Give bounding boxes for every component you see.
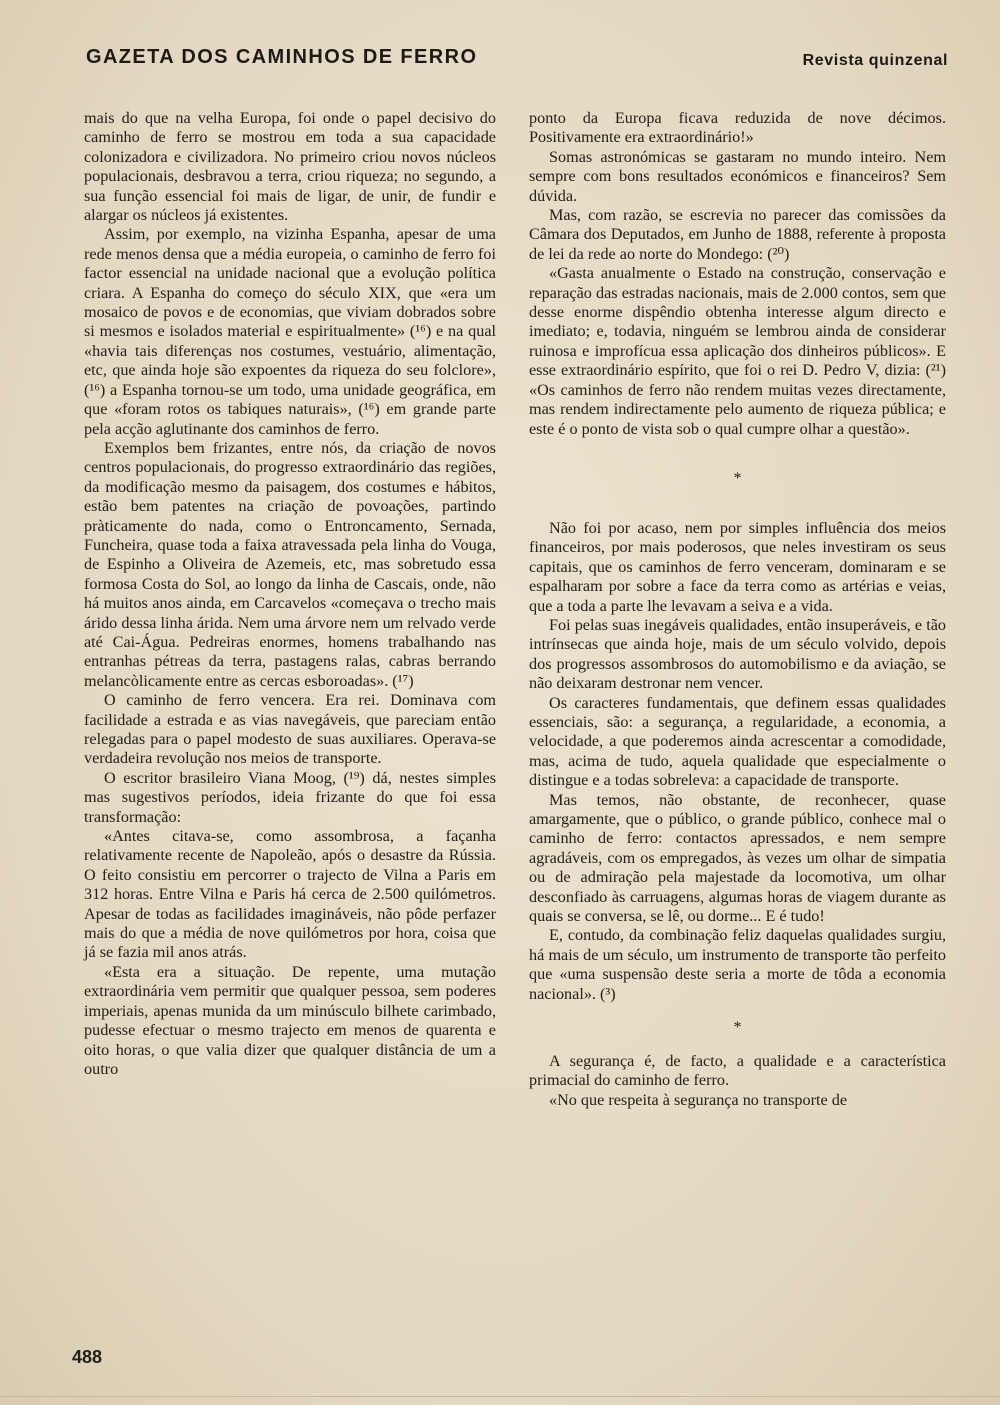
journal-subtitle: Revista quinzenal xyxy=(802,52,948,69)
paragraph: ponto da Europa ficava reduzida de nove décimos. Positivamente era extraordinário!» xyxy=(529,109,946,147)
paragraph: Assim, por exemplo, na vizinha Espanha, apesar de uma rede menos densa que a média europeia, o caminho de ferro foi factor essencial na unidade nacional que a evolução política criara. A Espanha do começo do século XIX, que «era um mosaico de povos e de economias, que viviam dobrados sobre si mesmos e isolados material e espiritualmente» (¹⁶) e na qual «havia tais diferenças nos costumes, vestuário, alimentação, etc, que ainda hoje são expoentes da riqueza do seu folclore», (¹⁶) a Espanha tornou-se um todo, uma unidade geográfica, em que «foram rotos os tabiques naturais», (¹⁶) em grande parte pela acção aglutinante dos caminhos de ferro. xyxy=(84,225,496,438)
paragraph: mais do que na velha Europa, foi onde o papel decisivo do caminho de ferro se mostrou em toda a sua capacidade colonizadora e civilizadora. No primeiro criou novos núcleos populacionais, desbravou a terra, criou riqueza; no segundo, a sua função essencial foi mais de ligar, de unir, de fundir e alargar os núcleos já existentes. xyxy=(84,109,496,225)
paragraph: O escritor brasileiro Viana Moog, (¹⁹) dá, nestes simples mas sugestivos períodos, ideia frizante do que foi essa transformação: xyxy=(84,768,496,826)
quote-paragraph: «Antes citava-se, como assombrosa, a façanha relativamente recente de Napoleão, após o desastre da Rússia. O feito consistiu em percorrer o trajecto de Vilna a Paris em 312 horas. Entre Vilna e Paris há cerca de 2.500 quilómetros. Apesar de todas as facilidades imagináveis, não pôde perfazer mais do que a média de nove quilómetros por hora, coisa que já se fazia mil anos atrás. xyxy=(84,827,496,962)
paragraph: E, contudo, da combinação feliz daquelas qualidades surgiu, há mais de um século, um instrumento de transporte tão perfeito que «uma suspensão deste seria a morte de tôda a economia nacional». (³) xyxy=(529,926,946,1003)
quote-paragraph: «No que respeita à segurança no transporte de xyxy=(549,1090,847,1109)
bottom-rule xyxy=(0,1396,1000,1397)
paragraph: Exemplos bem frizantes, entre nós, da criação de novos centros populacionais, do progresso extraordinário das regiões, da modificação mesmo da paisagem, dos costumes e hábitos, estão bem patentes na criação de povoações, partindo pràticamente do nada, como o Entroncamento, Sernada, Funcheira, quase toda a faixa atravessada pela linha do Vouga, de Espinho a Oliveira de Azemeis, etc, mas sobretudo essa formosa Costa do Sol, ao longo da linha de Cascais, onde, não há muitos anos ainda, em Carcavelos «começava o trecho mais árido dessa linha árida. Nem uma árvore nem um relvado verde até Cai-Água. Pedreiras enormes, homens trabalhando nas entranhas pétreas da terra, pastagens ralas, cabras berrando melancòlicamente entre as cercas esboroadas». (¹⁷) xyxy=(84,438,496,690)
left-column xyxy=(84,109,496,1079)
page-number: 488 xyxy=(72,1347,103,1367)
paragraph: O caminho de ferro vencera. Era rei. Dominava com facilidade a estrada e as vias navegáveis, que pareciam então relegadas para o papel modesto de suas auxiliares. Operava-se verdadeira revolução nos meios de transporte. xyxy=(84,691,496,768)
paragraph: Foi pelas suas inegáveis qualidades, então insuperáveis, e tão intrínsecas que ainda hoje, mais de um século volvido, depois dos progressos assombrosos do automobilismo e da aviação, se não deixaram destronar nem vencer. xyxy=(529,615,946,693)
quote-paragraph: «Esta era a situação. De repente, uma mutação extraordinária vem permitir que qualquer pessoa, sem poderes imperiais, apenas munida da um minúsculo bilhete carimbado, pudesse efectuar o mesmo trajecto em menos de quarenta e oito horas, o que valia dizer que qualquer distância de um a outro xyxy=(84,962,496,1078)
section-separator: * xyxy=(733,469,742,487)
paragraph: Os caracteres fundamentais, que definem essas qualidades essenciais, são: a segurança, a regularidade, a economia, a velocidade, a que poderemos ainda acrescentar a comodidade, mas, acima de tudo, aquela qualidade que especialmente o distingue e a todas sobreleva: a capacidade de transporte. xyxy=(529,693,946,790)
quote-paragraph: «Gasta anualmente o Estado na construção, conservação e reparação das estradas nacionais, mais de 2.000 contos, sem que desse enorme dispêndio obtenha interesse algum directo e imediato; e, todavia, ninguém se lembrou ainda de considerar ruinosa e improfícua essa aplicação dos dinheiros públicos». E esse extraordinário espírito, que foi o rei D. Pedro V, dizia: (²¹) «Os caminhos de ferro não rendem muitas vezes directamente, mas rendem indirectamente pelo aumento de riqueza pública; e este é o ponto de vista sob o qual cumpre olhar a questão». xyxy=(529,264,946,438)
paragraph: Somas astronómicas se gastaram no mundo inteiro. Nem sempre com bons resultados económicos e financeiros? Sem dúvida. xyxy=(529,147,946,205)
paragraph: Mas, com razão, se escrevia no parecer das comissões da Câmara dos Deputados, em Junho de 1888, referente à proposta de lei da rede ao norte do Mondego: (²⁰) xyxy=(529,206,946,263)
paragraph: Mas temos, não obstante, de reconhecer, quase amargamente, que o público, o grande público, conhece mal o caminho de ferro: contactos apressados, e nem sempre agradáveis, com os empregados, às vezes um olhar de simpatia ou de admiração pela majestade da locomotiva, um olhar desconfiado às carruagens, algumas horas de viagem durante as quais se conversa, se lê, ou dorme... E é tudo! xyxy=(529,790,946,926)
paragraph: Não foi por acaso, nem por simples influência dos meios financeiros, por mais poderosos, que neles investiram os seus capitais, que os caminhos de ferro venceram, dominaram e se espalharam por sobre a face da terra como as artérias e veias, que a toda a parte lhe levavam a seiva e a vida. xyxy=(529,518,946,615)
section-separator: * xyxy=(733,1019,742,1037)
paragraph: A segurança é, de facto, a qualidade e a característica primacial do caminho de ferro. xyxy=(529,1052,946,1090)
right-column xyxy=(529,109,946,1110)
journal-title: GAZETA DOS CAMINHOS DE FERRO xyxy=(86,46,478,68)
